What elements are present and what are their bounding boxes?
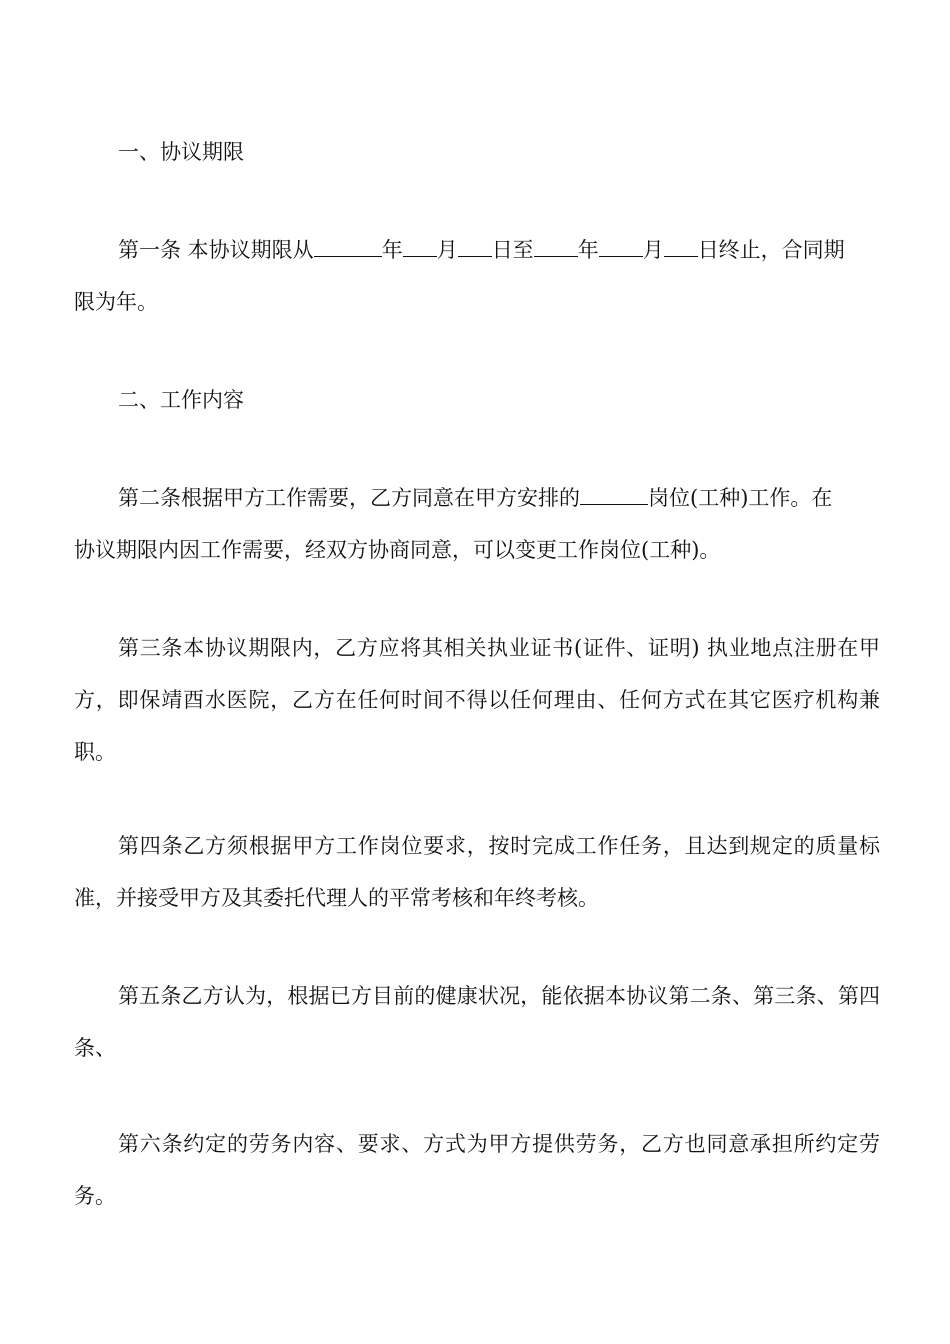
article-2-text: 第二条根据甲方工作需要，乙方同意在甲方安排的 <box>118 486 580 510</box>
article-6: 第六条约定的劳务内容、要求、方式为甲方提供劳务，乙方也同意承担所约定劳务。 <box>74 1132 880 1208</box>
blank-end-year[interactable] <box>534 236 578 257</box>
article-1-text: 第一条 本协议期限从 <box>118 238 314 262</box>
label-month-end: 月 <box>642 238 664 262</box>
blank-start-year[interactable] <box>314 236 382 257</box>
blank-end-day[interactable] <box>664 236 698 257</box>
section-heading-term: 一、协议期限 <box>118 140 244 164</box>
article-1-line-1 <box>118 238 845 262</box>
article-3: 第三条本协议期限内，乙方应将其相关执业证书(证件、证明) 执业地点注册在甲方，即保靖酉水医院，乙方在任何时间不得以任何理由、任何方式在其它医疗机构兼职。 <box>74 636 880 764</box>
section-heading-work: 二、工作内容 <box>118 388 244 412</box>
article-1-line-2: 限为年。 <box>74 290 158 314</box>
article-4: 第四条乙方须根据甲方工作岗位要求，按时完成工作任务，且达到规定的质量标准，并接受甲方及其委托代理人的平常考核和年终考核。 <box>74 834 880 910</box>
article-2-line-2: 协议期限内因工作需要，经双方协商同意，可以变更工作岗位(工种)。 <box>74 538 721 562</box>
label-year-end: 年 <box>577 238 599 262</box>
label-month: 月 <box>436 238 458 262</box>
label-day-end: 日终止，合同期 <box>697 238 845 262</box>
article-2-text-cont: 岗位(工种)工作。在 <box>648 486 833 510</box>
article-2 <box>74 472 880 576</box>
label-day-to: 日至 <box>491 238 534 262</box>
article-1 <box>74 224 880 328</box>
label-year: 年 <box>381 238 403 262</box>
blank-position[interactable] <box>580 484 648 505</box>
blank-start-month[interactable] <box>403 236 437 257</box>
article-2-line-1 <box>118 486 832 510</box>
blank-start-day[interactable] <box>458 236 492 257</box>
blank-end-month[interactable] <box>599 236 643 257</box>
article-5: 第五条乙方认为，根据已方目前的健康状况，能依据本协议第二条、第三条、第四条、 <box>74 984 880 1060</box>
